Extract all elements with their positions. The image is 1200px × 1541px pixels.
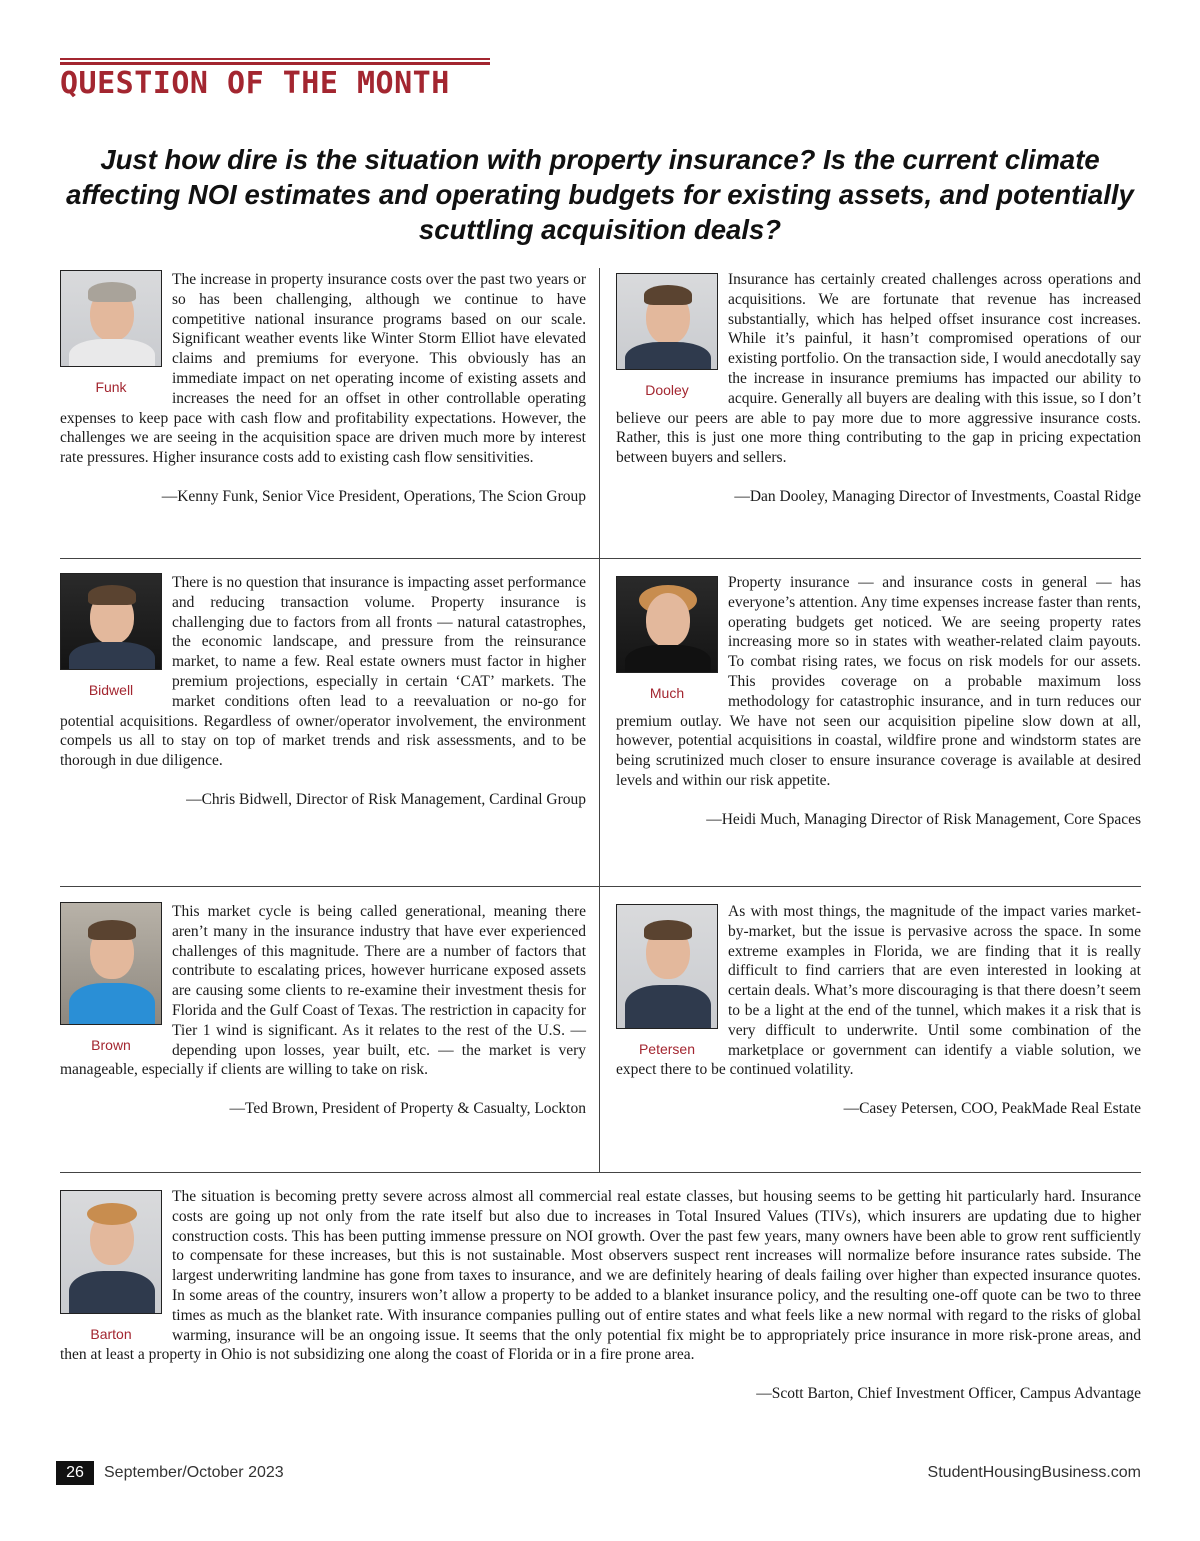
portrait-caption: Dooley — [645, 382, 689, 398]
portrait-caption: Much — [649, 685, 685, 701]
response-text: The increase in property insurance costs over the past two years or so has been challenging, although we continue to have competitive national insurance programs based on our scale. Significant weather events like Winter Storm Elliot have elevated claims and premiums for everyone. This obviously has an immediate impact on net operating income of existing assets and increases the need for an offset in other controllable operating expenses to keep pace with cash flow and profitability expectations. However, the challenges we are seeing in the acquisition space are driven much more by interest rate pressures. Higher insurance costs add to existing cash flow sensitivities. — [60, 271, 586, 467]
row-divider-3 — [60, 1172, 1141, 1173]
publication-website: StudentHousingBusiness.com — [927, 1464, 1141, 1481]
portrait-caption: Brown — [91, 1037, 131, 1053]
portrait-suit — [69, 1271, 155, 1314]
response-block-funk — [60, 270, 586, 507]
response-attribution: —Chris Bidwell, Director of Risk Management, Cardinal Group — [186, 790, 586, 808]
response-text: The situation is becoming pretty severe across almost all commercial real estate classes, but housing seems to be getting hit particularly hard. Insurance costs are going up not only from the rate itself but also due to increases in Total Insured Values (TIVs), which insurers are updating due to higher construction costs. This has been putting immense pressure on NOI growth. Over the past few years, many owners have been able to grow rent sufficiently to compensate for these increases, but this is not sustainable. Most observers suspect rent increases will normalize before insurance rates subside. The largest underwriting landmine has gone from taxes to insurance, and we are definitely hearing of deals failing over higher than expected insurance quotes. In some areas of the country, insurers won’t allow a property to be added to a blanket insurance policy, and the resulting one-off quote can be two to three times as much as the blanket rate. With insurance companies pulling out of entire states and what feels like a new normal with regard to the risks of global warming, insurance will be an ongoing issue. It seems that the only potential fix might be to appropriately price insurance in more risk-prone areas, and then at least a property in Ohio is not subsidizing one along the coast of Florida or in a fire prone area. — [60, 1188, 1141, 1364]
portrait-photo — [60, 573, 162, 670]
portrait-caption: Barton — [90, 1326, 132, 1342]
masthead-rule-top — [60, 58, 490, 60]
portrait-suit — [625, 985, 711, 1029]
portrait-wrapper — [60, 270, 172, 395]
portrait-hair — [644, 285, 692, 305]
portrait-hair — [88, 282, 136, 302]
portrait-photo — [616, 273, 718, 370]
column-divider-row2 — [599, 558, 600, 886]
portrait-hair — [88, 585, 136, 605]
portrait-wrapper — [616, 902, 728, 1057]
response-text: Property insurance — and insurance costs in general — has everyone’s attention. Any time expenses increase faster than rents, operating budgets get noticed. We are seeing property rates increasing more so in states with weather-related claim payouts. To combat rising rates, we focus on risk models for our assets. This provides coverage on a probable maximum loss methodology for catastrophic insurance, and in turn reduces our premium outlay. We have not seen our acquisition pipeline slow down at all, however, potential acquisitions in coastal, wildfire prone and windstorm states are being scrutinized much closer to ensure insurance coverage is available at desired levels and within our risk appetite. — [616, 574, 1141, 789]
portrait-top — [625, 645, 711, 673]
response-attribution: —Kenny Funk, Senior Vice President, Operations, The Scion Group — [161, 487, 586, 505]
portrait-photo — [616, 904, 718, 1029]
response-attribution: —Casey Petersen, COO, PeakMade Real Estate — [843, 1100, 1141, 1118]
response-text: This market cycle is being called generational, meaning there aren’t many in the insurance industry that have ever experienced challenges of this magnitude. There are a number of factors that contribute to escalating prices, however hurricane exposed assets are causing some clients to re-examine their investment thesis for Florida and the Gulf Coast of Texas. The restriction in capacity for Tier 1 wind is significant. As it relates to the rest of the U.S. — depending upon losses, year built, etc. — the market is very manageable, especially if clients are willing to take on risk. — [60, 903, 586, 1079]
portrait-photo — [60, 902, 162, 1025]
portrait-suit — [625, 342, 711, 370]
column-divider-row1 — [599, 268, 600, 558]
portrait-caption: Funk — [95, 379, 127, 395]
response-block-barton — [60, 1187, 1141, 1404]
portrait-jacket — [69, 983, 155, 1025]
response-block-petersen — [616, 902, 1141, 1119]
response-text: Insurance has certainly created challenges across operations and acquisitions. We are fortunate that revenue has increased substantially, which has helped offset insurance cost increases. While it’s painful, it hasn’t compromised operations of our existing portfolio. On the transaction side, I would anecdotally say the increase in insurance premiums has impacted our ability to acquire. Generally all buyers are dealing with this issue, so I don’t believe our peers are able to pay more due to more aggressive insurance costs. Rather, this is just one more thing contributing to the gap in pricing expectation between buyers and sellers. — [616, 271, 1141, 467]
portrait-hair — [88, 920, 136, 940]
response-block-dooley — [616, 270, 1141, 507]
portrait-photo — [60, 1190, 162, 1314]
portrait-caption: Petersen — [638, 1041, 696, 1057]
portrait-wrapper — [60, 1187, 172, 1342]
portrait-wrapper — [616, 270, 728, 398]
row-divider-1 — [60, 558, 1141, 559]
portrait-hair — [644, 920, 692, 940]
portrait-wrapper — [616, 573, 728, 701]
issue-date: September/October 2023 — [104, 1464, 284, 1481]
portrait-photo — [60, 270, 162, 367]
portrait-face — [646, 593, 690, 647]
portrait-caption: Bidwell — [88, 682, 134, 698]
response-attribution: —Heidi Much, Managing Director of Risk Management, Core Spaces — [706, 810, 1141, 828]
section-title: QUESTION OF THE MONTH — [60, 66, 450, 101]
portrait-photo — [616, 576, 718, 673]
portrait-suit — [69, 642, 155, 670]
portrait-hair — [87, 1203, 137, 1225]
row-divider-2 — [60, 886, 1141, 887]
response-attribution: —Ted Brown, President of Property & Casualty, Lockton — [229, 1100, 586, 1118]
response-text: There is no question that insurance is impacting asset performance and reducing transaction volume. Property insurance is challenging due to factors from all fronts — natural catastrophes, the economic landscape, and pressure from the reinsurance market, to name a few. Real estate owners must factor in higher premium projections, especially in certain ‘CAT’ markets. The market conditions often lead to a reevaluation or no-go for potential acquisitions. Regardless of owner/operator involvement, the environment compels us all to stay on top of market trends and risk assessments, and to be thorough in due diligence. — [60, 574, 586, 770]
response-text: As with most things, the magnitude of the impact varies market-by-market, but the issue is pervasive across the space. In some extreme examples in Florida, we are finding that it is really difficult to find carriers that are even interested in looking at certain deals. What’s more discouraging is that there doesn’t seem to be a light at the end of the tunnel, which makes it a risk that is very difficult to underwrite. Until some combination of the marketplace or government can identify a viable solution, we expect there to be continued volatility. — [616, 903, 1141, 1079]
response-block-bidwell — [60, 573, 586, 810]
headline-question: Just how dire is the situation with property insurance? Is the current climate affecting NOI estimates and operating budgets for existing assets, and potentially scuttling acquisition deals? — [66, 144, 1134, 245]
portrait-wrapper — [60, 573, 172, 698]
page-number: 26 — [56, 1461, 94, 1485]
response-attribution: —Scott Barton, Chief Investment Officer, Campus Advantage — [756, 1385, 1141, 1403]
response-attribution: —Dan Dooley, Managing Director of Investments, Coastal Ridge — [734, 487, 1141, 505]
portrait-wrapper — [60, 902, 172, 1053]
masthead-rule-bottom — [60, 62, 490, 65]
portrait-shirt — [69, 339, 155, 367]
column-divider-row3 — [599, 886, 600, 1172]
response-block-much — [616, 573, 1141, 830]
response-block-brown — [60, 902, 586, 1119]
